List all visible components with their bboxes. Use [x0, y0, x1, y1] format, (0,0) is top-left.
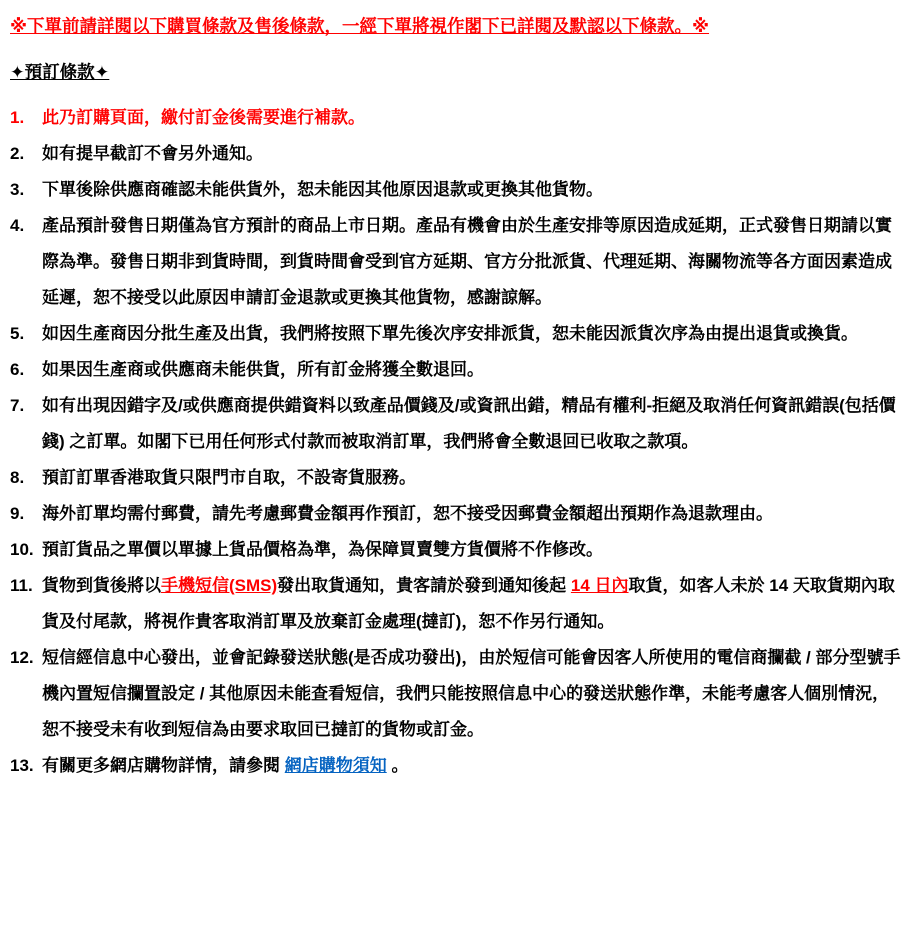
term-segment: 下單後除供應商確認未能供貨外，恕未能因其他原因退款或更換其他貨物。 [42, 180, 603, 199]
term-number: 13. [10, 756, 34, 775]
term-item-12 [10, 640, 901, 748]
term-text [42, 460, 901, 496]
term-text [42, 388, 901, 460]
term-number: 11. [10, 576, 33, 595]
term-item-4 [10, 208, 901, 316]
term-number: 10. [10, 540, 34, 559]
term-number: 1. [10, 108, 25, 127]
term-number: 6. [10, 360, 25, 379]
term-number: 12. [10, 648, 34, 667]
term-segment: 貨物到貨後將以 [42, 576, 161, 595]
term-number: 7. [10, 396, 25, 415]
term-item-6 [10, 352, 901, 388]
purchase-notice: ※下單前請詳閱以下購買條款及售後條款，一經下單將視作閣下已詳閱及默認以下條款。※ [10, 16, 710, 36]
term-text [42, 208, 901, 316]
term-item-1 [10, 100, 901, 136]
term-text [42, 748, 901, 784]
term-item-3 [10, 172, 901, 208]
term-segment: 有關更多網店購物詳情，請參閱 [42, 756, 285, 775]
term-number: 5. [10, 324, 25, 343]
term-item-10 [10, 532, 901, 568]
term-segment: 海外訂單均需付郵費，請先考慮郵費金額再作預訂，恕不接受因郵費金額超出預期作為退款理由。 [42, 504, 773, 523]
term-segment: 如果因生產商或供應商未能供貨，所有訂金將獲全數退回。 [42, 360, 484, 379]
term-item-9 [10, 496, 901, 532]
term-text [42, 568, 901, 640]
term-segment: 此乃訂購頁面，繳付訂金後需要進行補款。 [42, 108, 365, 127]
term-number: 8. [10, 468, 25, 487]
store-shopping-guide-link[interactable]: 網店購物須知 [284, 756, 387, 775]
term-item-7 [10, 388, 901, 460]
term-segment: 發出取貨通知，貴客請於發到通知後起 [277, 576, 571, 595]
term-item-5 [10, 316, 901, 352]
term-text [42, 172, 901, 208]
term-segment: 如因生產商因分批生產及出貨，我們將按照下單先後次序安排派貨，恕未能因派貨次序為由提出退貨或換貨。 [42, 324, 858, 343]
term-item-2 [10, 136, 901, 172]
term-segment: 。 [386, 756, 409, 775]
term-item-13 [10, 748, 901, 784]
term-segment: 如有出現因錯字及/或供應商提供錯資料以致產品價錢及/或資訊出錯，精品有權利-拒絕及取消任何資訊錯誤(包括價錢) 之訂單。如閣下已用任何形式付款而被取消訂單，我們將會全數退回已收取之款項。 [42, 396, 896, 451]
term-number: 2. [10, 144, 25, 163]
term-number: 4. [10, 216, 25, 235]
term-text [42, 496, 901, 532]
term-segment: 預訂訂單香港取貨只限門市自取，不設寄貨服務。 [42, 468, 416, 487]
term-segment: 產品預計發售日期僅為官方預計的商品上市日期。產品有機會由於生產安排等原因造成延期，正式發售日期請以實際為準。發售日期非到貨時間，到貨時間會受到官方延期、官方分批派貨、代理延期、海關物流等各方面因素造成延遲，恕不接受以此原因申請訂金退款或更換其他貨物，感謝諒解。 [42, 216, 892, 307]
highlighted-text: 14 日內 [570, 576, 629, 595]
term-text [42, 640, 901, 748]
term-segment: 預訂貨品之單價以單據上貨品價格為準，為保障買賣雙方貨價將不作修改。 [42, 540, 603, 559]
term-text [42, 532, 901, 568]
terms-list [10, 100, 901, 784]
term-item-11 [10, 568, 901, 640]
term-text [42, 100, 901, 136]
term-number: 3. [10, 180, 25, 199]
term-text [42, 352, 901, 388]
term-segment: 如有提早截訂不會另外通知。 [42, 144, 263, 163]
section-title: ✦預訂條款✦ [10, 62, 110, 82]
term-text [42, 316, 901, 352]
term-segment: 取貨，如客人未於 14 天取貨期內取貨及付尾款，將視作貴客取消訂單及放棄訂金處理(撻訂)，恕不作另行通知。 [42, 576, 895, 631]
term-item-8 [10, 460, 901, 496]
term-text [42, 136, 901, 172]
highlighted-text: 手機短信(SMS) [161, 576, 278, 595]
term-segment: 短信經信息中心發出，並會記錄發送狀態(是否成功發出)，由於短信可能會因客人所使用的電信商攔截 / 部分型號手機內置短信攔置設定 / 其他原因未能查看短信，我們只能按照信息中心的發送狀態作準，未能考慮客人個別情況，恕不接受未有收到短信為由要求取回已撻訂的貨物或訂金。 [42, 648, 901, 739]
term-number: 9. [10, 504, 25, 523]
